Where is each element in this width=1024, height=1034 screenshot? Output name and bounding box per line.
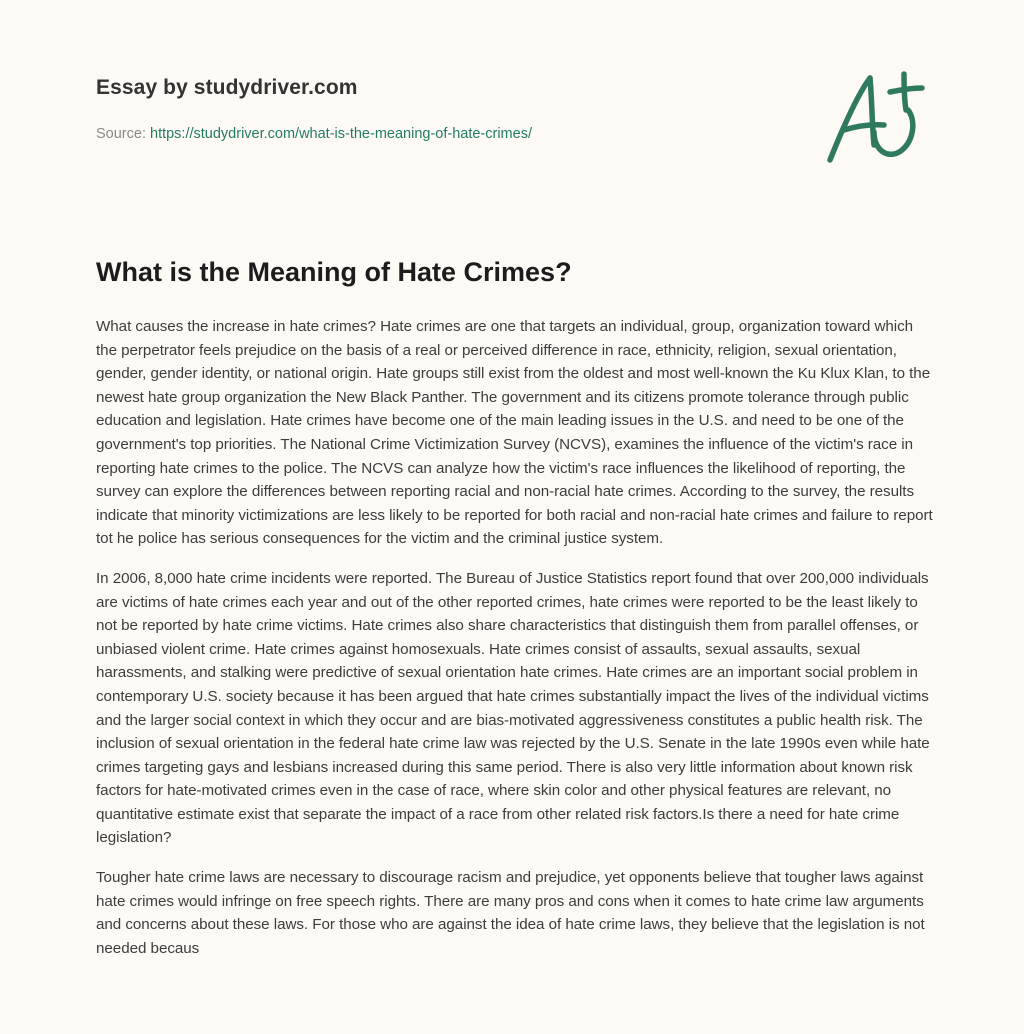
page-header (96, 76, 736, 142)
essay-paragraph: In 2006, 8,000 hate crime incidents were reported. The Bureau of Justice Statistics report found that over 200,000 individuals are victims of hate crimes each year and out of the other reported crimes, hate crimes were reported to be the least likely to not be reported by hate crime victims. Hate crimes also share characteristics that distinguish them from parallel offenses, or unbiased violent crime. Hate crimes against homosexuals. Hate crimes consist of assaults, sexual assaults, sexual harassments, and stalking were predictive of sexual orientation hate crimes. Hate crimes are an important social problem in contemporary U.S. society because it has been argued that hate crimes substantially impact the lives of the individual victims and the larger social context in which they occur and are bias-motivated aggressiveness constitutes a public health risk. The inclusion of sexual orientation in the federal hate crime law was rejected by the U.S. Senate in the late 1990s even while hate crimes targeting gays and lesbians increased during this same period. There is also very little information about known risk factors for hate-motivated crimes even in the case of race, where skin color and other physical features are relevant, no quantitative estimate exist that separate the impact of a race from other related risk factors.Is there a need for hate crime legislation? (96, 569, 930, 847)
source-label: Source: (96, 126, 150, 142)
brand-title: Essay by studydriver.com (96, 76, 358, 99)
source-line (96, 126, 532, 142)
a-plus-grade-icon (822, 70, 932, 165)
essay-paragraph: Tougher hate crime laws are necessary to discourage racism and prejudice, yet opponents believe that tougher laws against hate crimes would infringe on free speech rights. There are many pros and cons when it comes to hate crime law arguments and concerns about these laws. For those who are against the idea of hate crime laws, they believe that the legislation is not needed becaus (96, 869, 925, 957)
essay-title: What is the Meaning of Hate Crimes? (96, 257, 572, 287)
essay-paragraph: What causes the increase in hate crimes? Hate crimes are one that targets an individual, group, organization toward which the perpetrator feels prejudice on the basis of a real or perceived difference in race, ethnicity, religion, sexual orientation, gender, gender identity, or national origin. Hate groups still exist from the oldest and most well-known the Ku Klux Klan, to the newest hate group organization the New Black Panther. The government and its citizens promote tolerance through public education and legislation. Hate crimes have become one of the main leading issues in the U.S. and need to be one of the government's top priorities. The National Crime Victimization Survey (NCVS), examines the influence of the victim's race in reporting hate crimes to the police. The NCVS can analyze how the victim's race influences the likelihood of reporting, the survey can explore the differences between reporting racial and non-racial hate crimes. According to the survey, the results indicate that minority victimizations are less likely to be reported for both racial and non-racial hate crimes and failure to report tot he police has serious consequences for the victim and the criminal justice system. (96, 318, 933, 548)
source-link[interactable]: https://studydriver.com/what-is-the-meaning-of-hate-crimes/ (150, 126, 532, 142)
essay-body (96, 315, 936, 976)
